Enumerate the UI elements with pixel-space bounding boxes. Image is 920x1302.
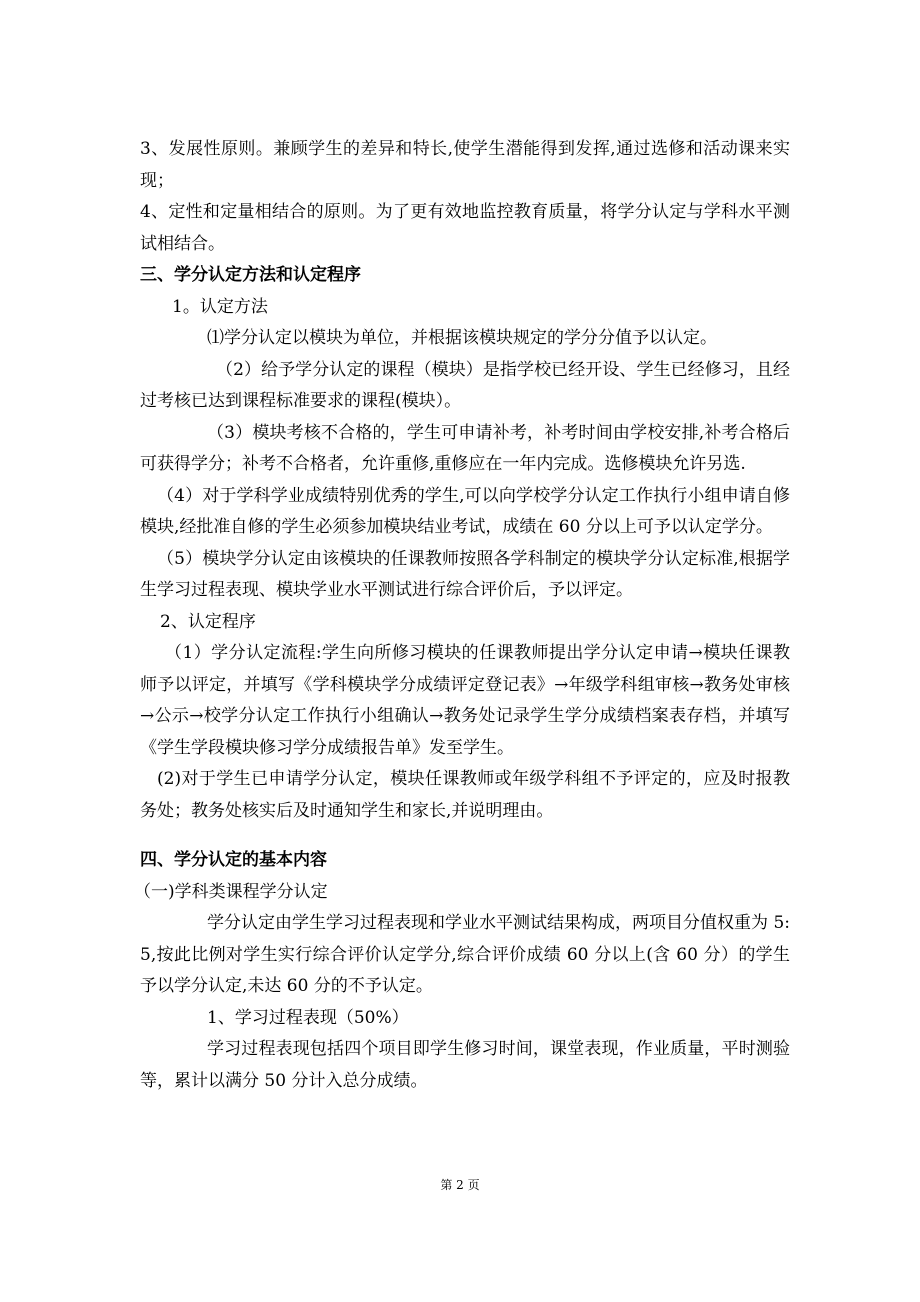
paragraph-method-4: （4）对于学科学业成绩特别优秀的学生,可以向学校学分认定工作执行小组申请自修模块,经批准自修的学生必须参加模块结业考试，成绩在 60 分以上可予以认定学分。: [140, 485, 790, 537]
paragraph-method-3: （3）模块考核不合格的，学生可申请补考，补考时间由学校安排,补考合格后可获得学分；补考不合格者，允许重修,重修应在一年内完成。选修模块允许另选.: [140, 422, 790, 474]
section-heading-3: 三、学分认定方法和认定程序: [140, 265, 361, 285]
subheading-learning-process: 1、学习过程表现（50%）: [207, 1007, 409, 1028]
spacer: [140, 827, 790, 845]
paragraph-procedure-2: (2)对于学生已申请学分认定，模块任课教师或年级学科组不予评定的，应及时报教务处；教务处核实后及时通知学生和家长,并说明理由。: [140, 769, 790, 821]
paragraph-principle-4: 4、定性和定量相结合的原则。为了更有效地监控教育质量，将学分认定与学科水平测试相结合。: [140, 202, 790, 254]
section-heading-4: 四、学分认定的基本内容: [140, 850, 327, 870]
paragraph-learning-process: 学习过程表现包括四个项目即学生修习时间，课堂表现，作业质量，平时测验等，累计以满分 50 分计入总分成绩。: [140, 1039, 790, 1091]
page-number: 第 2 页: [440, 1178, 480, 1192]
paragraph-method-1: ⑴学分认定以模块为单位，并根据该模块规定的学分分值予以认定。: [207, 328, 717, 348]
document-body: [134, 134, 790, 1097]
subheading-subject-courses: （一)学科类课程学分认定: [134, 881, 328, 902]
subheading-procedure: 2、认定程序: [160, 611, 256, 632]
subheading-method: 1。认定方法: [172, 296, 268, 317]
paragraph-method-2: （2）给予学分认定的课程（模块）是指学校已经开设、学生已经修习，且经过考核已达到课程标准要求的课程(模块）。: [140, 359, 790, 411]
paragraph-credit-composition: 学分认定由学生学习过程表现和学业水平测试结果构成，两项目分值权重为 5:5,按此比例对学生实行综合评价认定学分,综合评价成绩 60 分以上(含 60 分）的学生予以学分认定,未达 60 分的不予认定。: [140, 913, 790, 996]
paragraph-procedure-1: （1）学分认定流程:学生向所修习模块的任课教师提出学分认定申请→模块任课教师予以评定，并填写《学科模块学分成绩评定登记表》→年级学科组审核→教务处审核→公示→校学分认定工作执行小组确认→教务处记录学生学分成绩档案表存档，并填写《学生学段模块修习学分成绩报告单》发至学生。: [140, 643, 790, 758]
paragraph-principle-3: 3、发展性原则。兼顾学生的差异和特长,使学生潜能得到发挥,通过选修和活动课来实现；: [140, 139, 790, 191]
paragraph-method-5: （5）模块学分认定由该模块的任课教师按照各学科制定的模块学分认定标准,根据学生学习过程表现、模块学业水平测试进行综合评价后，予以评定。: [140, 548, 790, 600]
